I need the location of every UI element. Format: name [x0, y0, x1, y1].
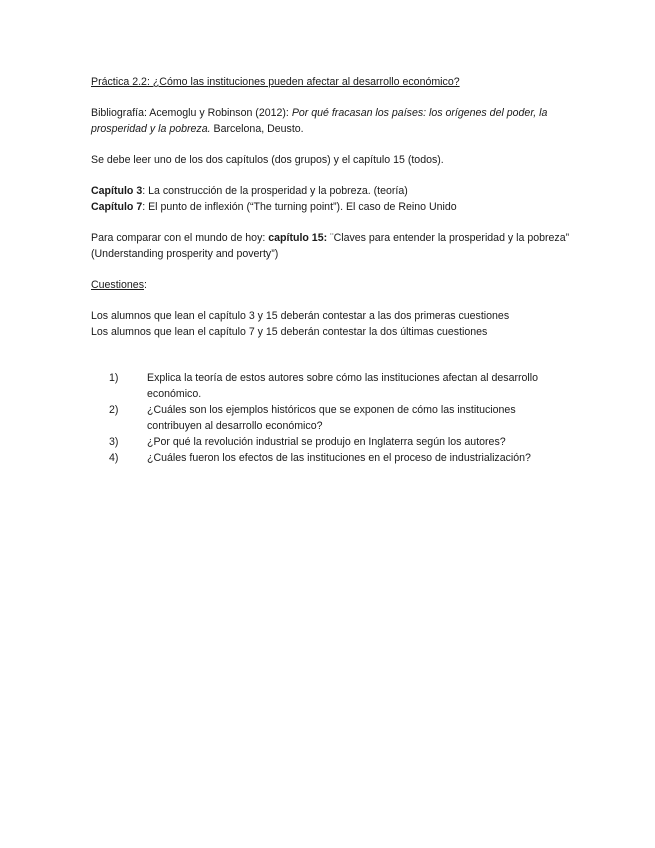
- chapter-7-line: [91, 199, 571, 215]
- question-number: 4): [109, 452, 119, 464]
- compare-text: ¨Claves para entender la prosperidad y la pobreza” (Understanding prosperity and poverty”): [91, 232, 570, 260]
- question-text: Explica la teoría de estos autores sobre cómo las instituciones afectan al desarrollo económico.: [147, 372, 539, 400]
- questions-heading: Cuestiones: [91, 279, 144, 291]
- list-item: [109, 402, 571, 434]
- reading-instruction: Se debe leer uno de los dos capítulos (dos grupos) y el capítulo 15 (todos).: [91, 154, 444, 166]
- questions-heading-line: [91, 277, 571, 293]
- list-item: [109, 450, 571, 466]
- list-item: [109, 370, 571, 402]
- bibliography: [91, 105, 571, 137]
- compare-label: capítulo 15:: [268, 232, 328, 244]
- compare-paragraph: [91, 230, 571, 262]
- questions-list: [91, 370, 571, 466]
- assignment-line-2: Los alumnos que lean el capítulo 7 y 15 deberán contestar la dos últimas cuestiones: [91, 326, 488, 338]
- chapter-7-text: : El punto de inflexión (“The turning point”). El caso de Reino Unido: [142, 201, 457, 213]
- question-text: ¿Cuáles fueron los efectos de las instituciones en el proceso de industrialización?: [147, 452, 531, 464]
- bibliography-suffix: Barcelona, Deusto.: [210, 123, 304, 135]
- question-number: 1): [109, 372, 119, 384]
- list-item: [109, 434, 571, 450]
- chapter-3-line: [91, 183, 571, 199]
- chapter-3-label: Capítulo 3: [91, 185, 143, 197]
- page-title: Práctica 2.2: ¿Cómo las instituciones pueden afectar al desarrollo económico?: [91, 76, 460, 88]
- assignment-line-1: Los alumnos que lean el capítulo 3 y 15 deberán contestar a las dos primeras cuestiones: [91, 310, 510, 322]
- document-body: [91, 74, 571, 466]
- bibliography-book-title: Por qué fracasan los países: los orígenes del poder, la prosperidad y la pobreza.: [91, 107, 548, 135]
- question-text: ¿Cuáles son los ejemplos históricos que se exponen de cómo las instituciones contribuyen al desarrollo económico?: [147, 404, 516, 432]
- compare-prefix: Para comparar con el mundo de hoy:: [91, 232, 269, 244]
- question-text: ¿Por qué la revolución industrial se produjo en Inglaterra según los autores?: [147, 436, 506, 448]
- questions-heading-colon: :: [144, 279, 147, 291]
- chapter-3-text: : La construcción de la prosperidad y la pobreza. (teoría): [142, 185, 408, 197]
- question-number: 3): [109, 436, 119, 448]
- chapter-7-label: Capítulo 7: [91, 201, 143, 213]
- bibliography-prefix: Bibliografía: Acemoglu y Robinson (2012):: [91, 107, 292, 119]
- question-number: 2): [109, 404, 119, 416]
